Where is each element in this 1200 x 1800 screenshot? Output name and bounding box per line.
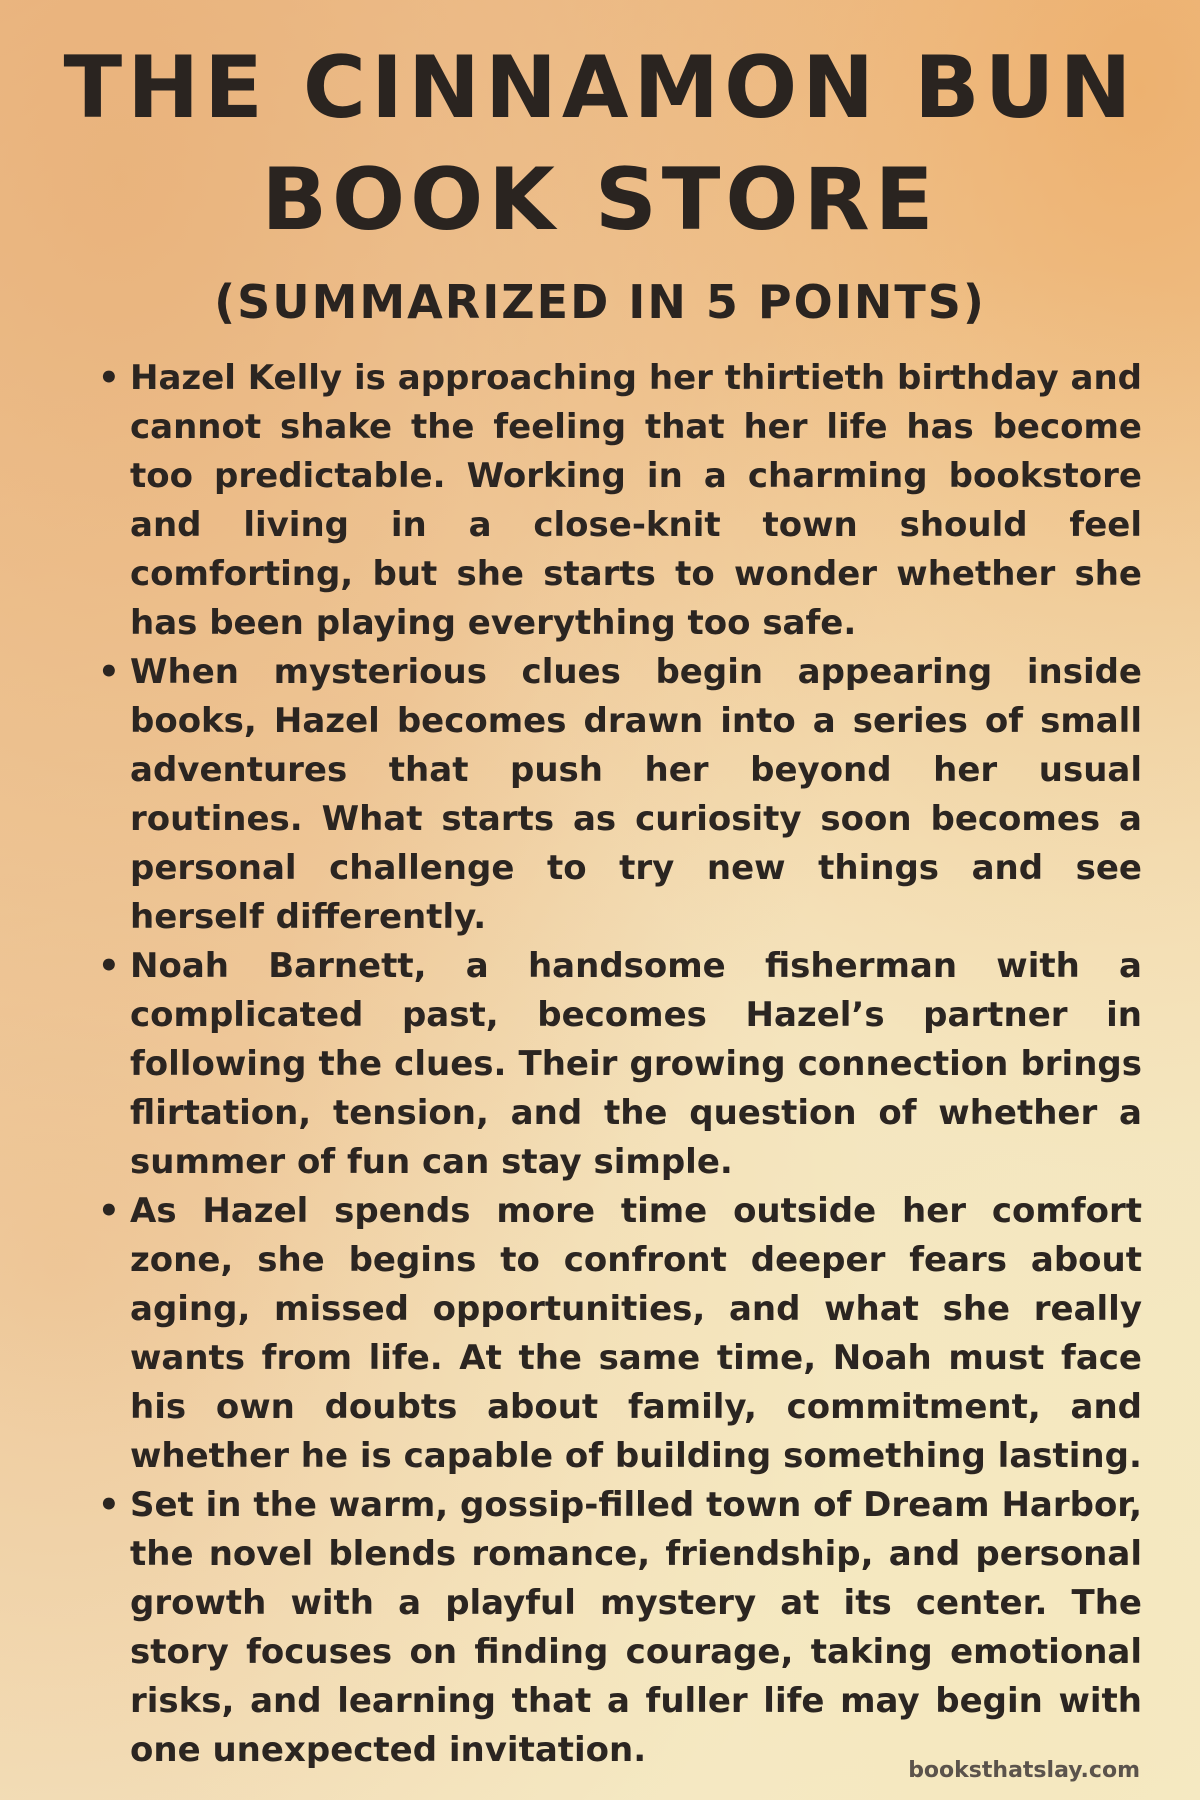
- summary-point-4: • As Hazel spends more time outside her comfort zone, she begins to confront deeper fears about aging, missed opportunities, and what she really wants from life. At the same time, Noah must face his own doubts about family, commitment, and whether he is capable of building something lasting.: [130, 1187, 1142, 1481]
- title-line-2: BOOK STORE: [261, 150, 939, 250]
- page-title: [0, 32, 1200, 256]
- summary-points-list: [96, 354, 1142, 1775]
- summary-point-5: • Set in the warm, gossip-filled town of Dream Harbor, the novel blends romance, friendship, and personal growth with a playful mystery at its center. The story focuses on finding courage, taking emotional risks, and learning that a fuller life may begin with one unexpected invitation.: [130, 1481, 1142, 1775]
- site-credit: booksthatslay.com: [908, 1758, 1140, 1783]
- summary-point-1: • Hazel Kelly is approaching her thirtieth birthday and cannot shake the feeling that her life has become too predictable. Working in a charming bookstore and living in a close-knit town should feel comforting, but she starts to wonder whether she has been playing everything too safe.: [130, 354, 1142, 648]
- summary-point-3: • Noah Barnett, a handsome fisherman with a complicated past, becomes Hazel’s partner in following the clues. Their growing connection brings flirtation, tension, and the question of whether a summer of fun can stay simple.: [130, 942, 1142, 1187]
- title-line-1: THE CINNAMON BUN: [63, 38, 1137, 138]
- page-subtitle: (SUMMARIZED IN 5 POINTS): [214, 275, 986, 329]
- summary-point-2: • When mysterious clues begin appearing inside books, Hazel becomes drawn into a series of small adventures that push her beyond her usual routines. What starts as curiosity soon becomes a personal challenge to try new things and see herself differently.: [130, 648, 1142, 942]
